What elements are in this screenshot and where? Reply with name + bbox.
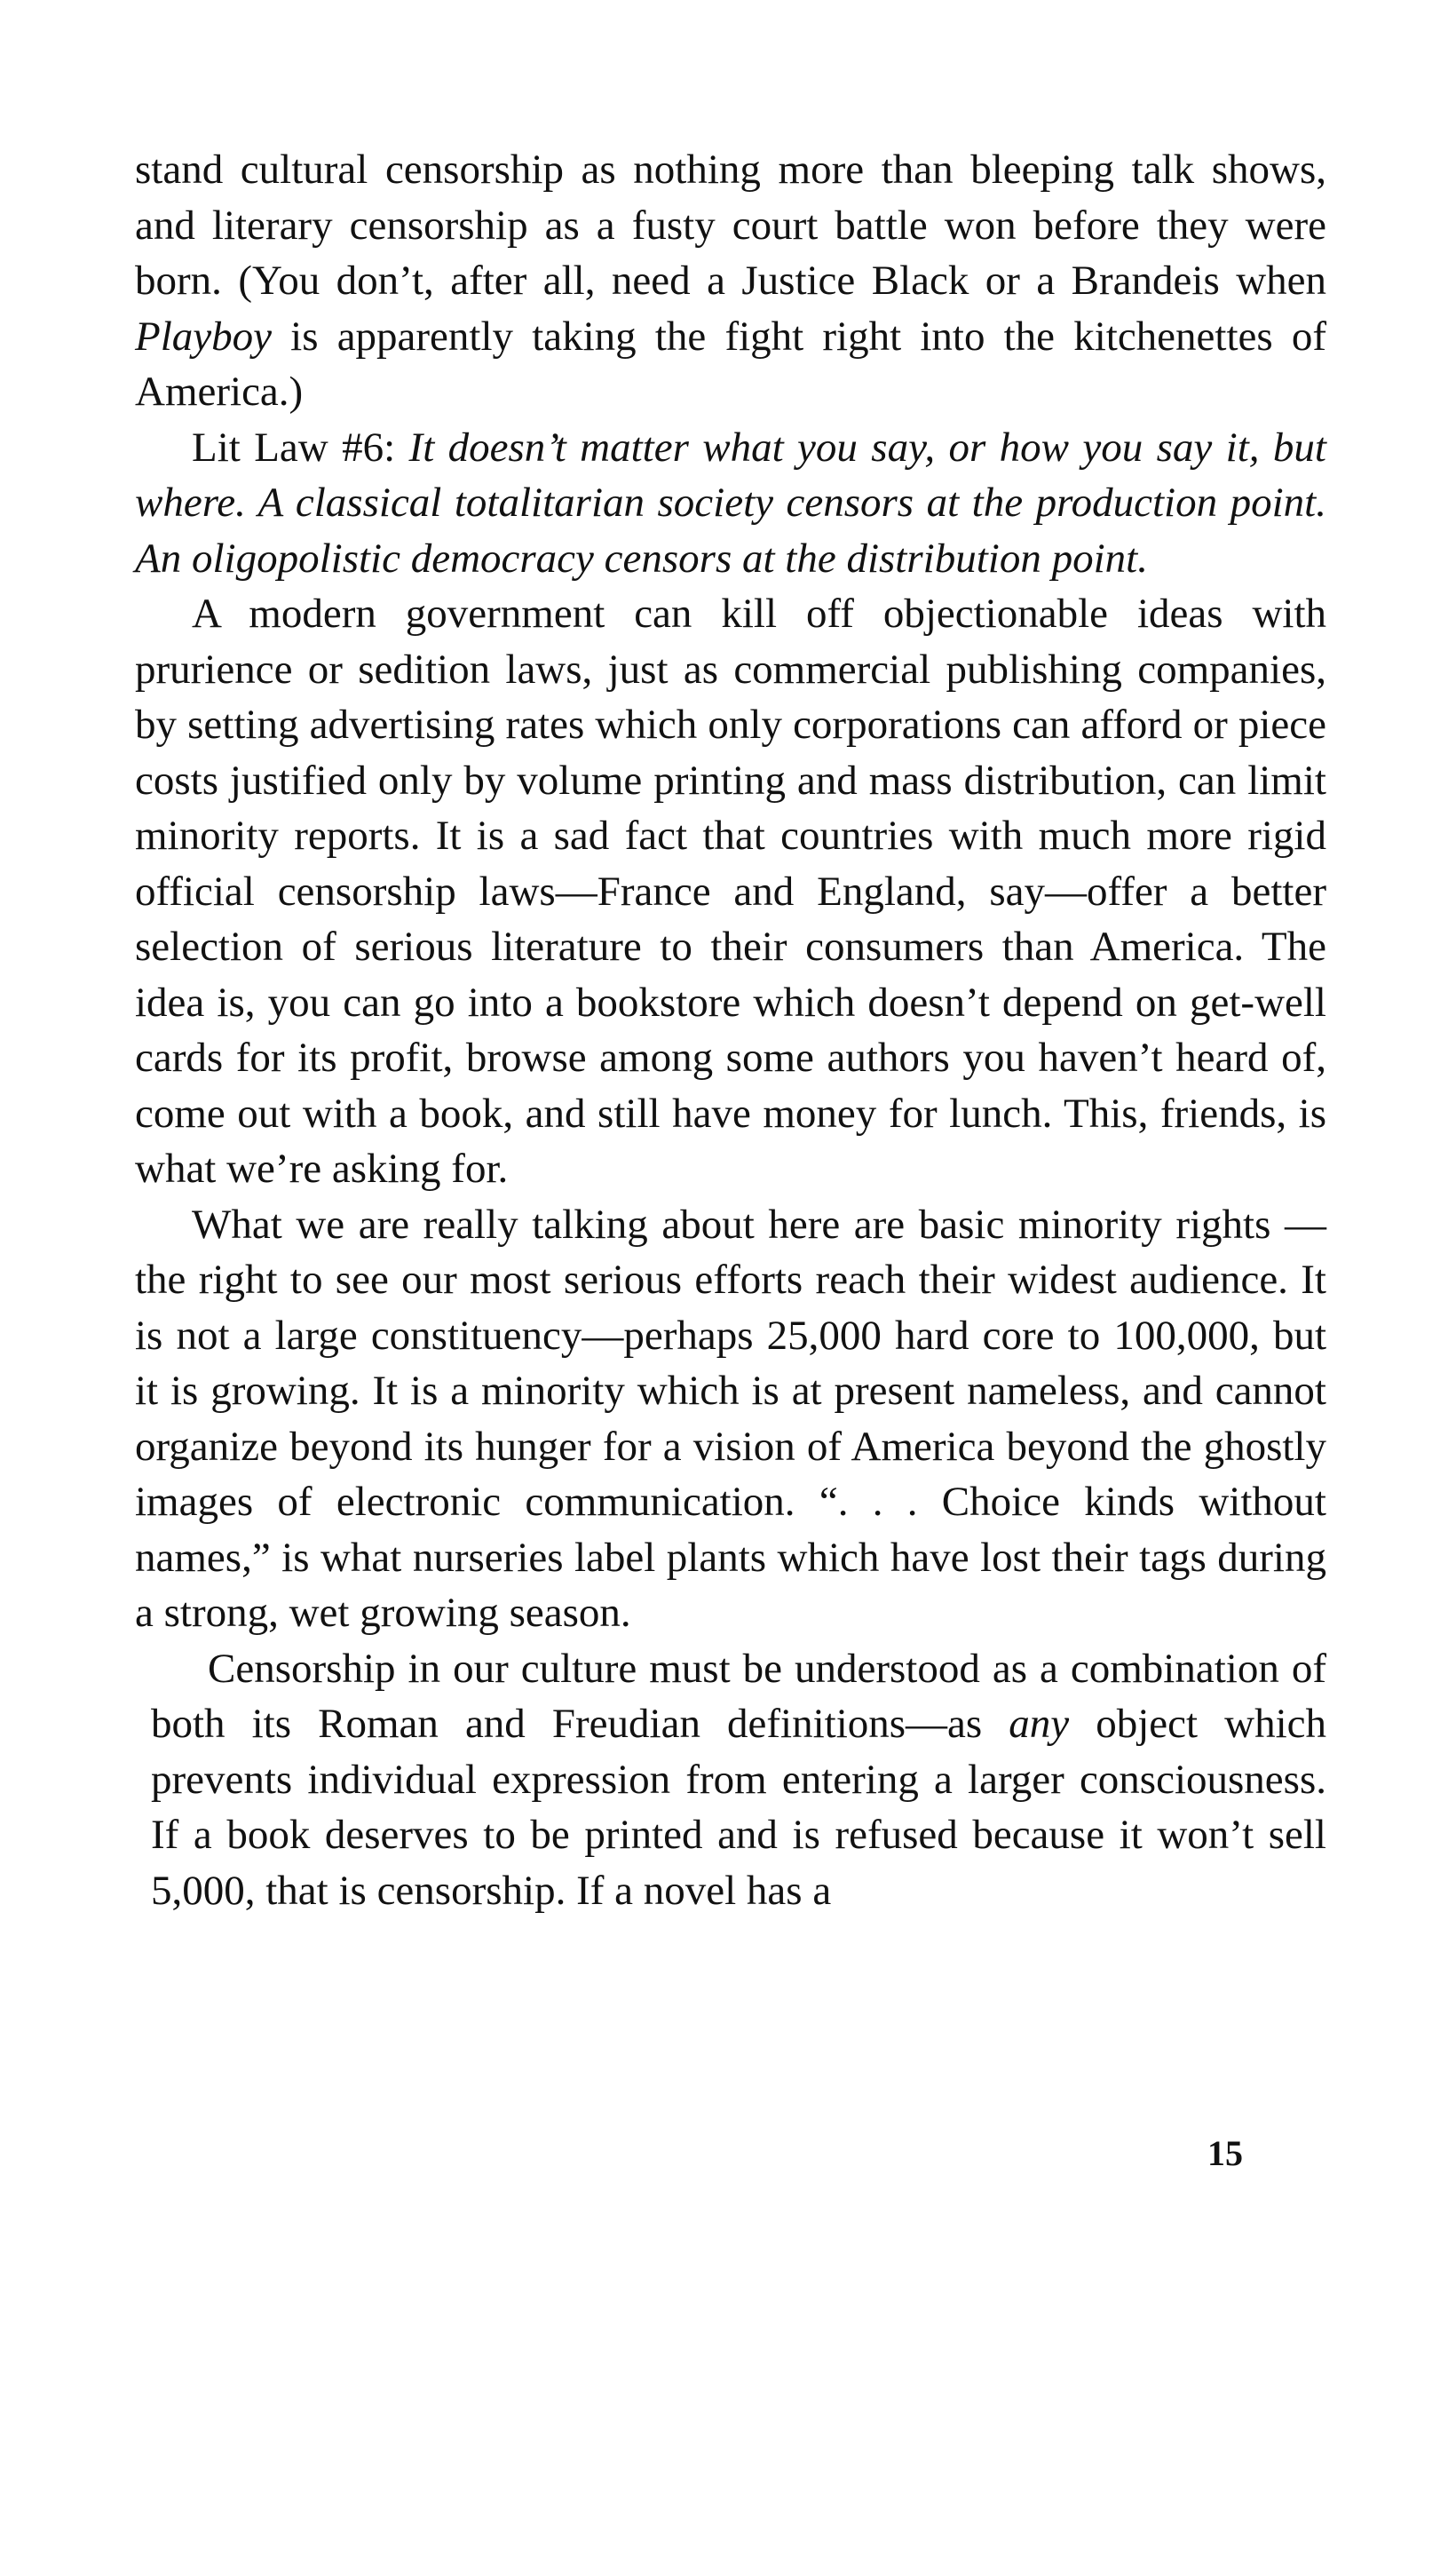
- paragraph-4: [135, 1197, 1326, 1641]
- emphasis-word: any: [1009, 1701, 1070, 1747]
- paragraph-1: [135, 142, 1326, 420]
- law-label: Lit Law #6:: [192, 424, 409, 471]
- page-body: [135, 142, 1326, 1918]
- paragraph-text: object which prevents individual expression from entering a larger consciousness. If a book deserves to be printed and is refused because it won’t sell 5,000, that is censorship. If a novel has a: [151, 1701, 1326, 1914]
- paragraph-text: What we are really talking about here are basic minority rights —the right to see our most serious efforts reach their widest audience. It is not a large constituency—perhaps 25,000 hard core to 100,000, but it is growing. It is a minority which is at present nameless, and cannot organize beyond its hunger for a vision of America beyond the ghostly images of electronic communication. “. . . Choice kinds without names,” is what nurseries label plants which have lost their tags during a strong, wet growing season.: [135, 1201, 1326, 1636]
- lit-law-6: [135, 420, 1326, 587]
- paragraph-text: is apparently taking the fight right into the kitchenettes of America.): [135, 313, 1326, 415]
- paragraph-3: [135, 586, 1326, 1197]
- magazine-title: Playboy: [135, 313, 272, 360]
- page-number: 15: [1207, 2133, 1243, 2173]
- paragraph-text: stand cultural censorship as nothing more than bleeping talk shows, and literary censorship as a fusty court battle won before they were born. (You don’t, after all, need a Justice Black or a Brandeis when: [135, 147, 1326, 304]
- law-statement: It doesn’t matter what you say, or how you say it, but where. A classical totalitarian society censors at the production point. An oligopolistic democracy censors at the distribution point.: [135, 424, 1326, 582]
- paragraph-text: Censorship in our culture must be understood as a combination of both its Roman and Freudian definitions—as: [151, 1645, 1326, 1747]
- paragraph-text: A modern government can kill off objectionable ideas with prurience or sedition laws, just as commercial publishing companies, by setting advertising rates which only corporations can afford or piece costs justified only by volume printing and mass distribution, can limit minority reports. It is a sad fact that countries with much more rigid official censorship laws—France and England, say—offer a better selection of serious literature to their consumers than America. The idea is, you can go into a bookstore which doesn’t depend on get-well cards for its profit, browse among some authors you haven’t heard of, come out with a book, and still have money for lunch. This, friends, is what we’re asking for.: [135, 591, 1326, 1192]
- paragraph-5: [135, 1641, 1326, 1919]
